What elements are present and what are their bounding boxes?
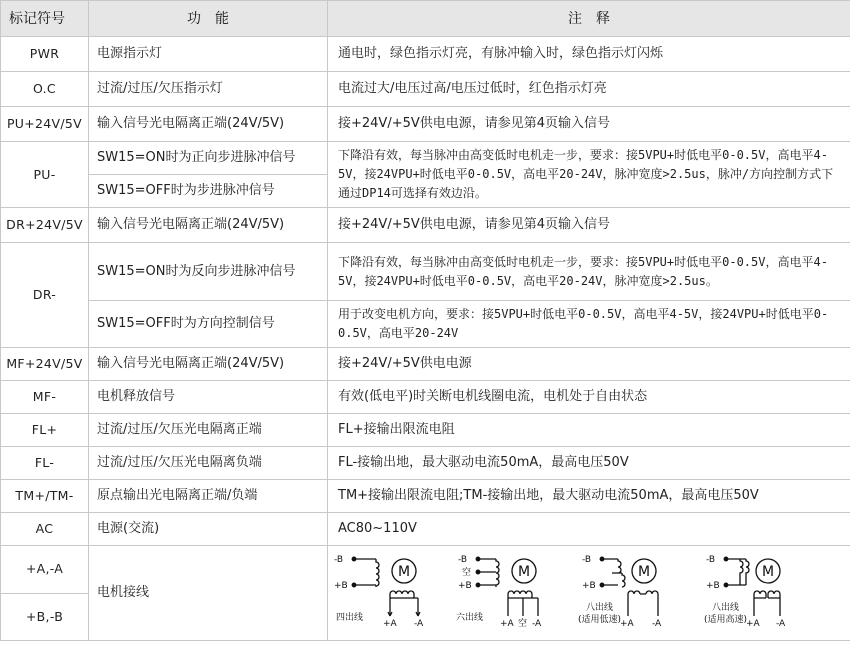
- table-row: [1, 381, 850, 414]
- header-function: 功 能: [89, 1, 328, 37]
- table-row: [1, 301, 850, 348]
- function-cell: 过流/过压/欠压光电隔离正端: [89, 414, 328, 447]
- coil-b: [354, 559, 379, 587]
- symbol-cell: +B,-B: [1, 593, 89, 641]
- label-minus-b: -B: [334, 555, 344, 565]
- note-cell: FL+接输出限流电阻: [328, 414, 850, 447]
- wiring-diagram-cell: [328, 546, 850, 641]
- label-plus-a: +A: [383, 619, 397, 629]
- table-header: [1, 1, 850, 37]
- four-wire-diagram: [334, 555, 424, 629]
- caption: (适用高速): [704, 615, 748, 625]
- caption: 四出线: [336, 613, 364, 623]
- label-minus-a: -A: [776, 619, 786, 629]
- function-cell: SW15=OFF时为步进脉冲信号: [89, 175, 328, 208]
- function-cell: 电源指示灯: [89, 37, 328, 72]
- table-row: [1, 348, 850, 381]
- function-cell: 过流/过压/欠压指示灯: [89, 72, 328, 107]
- function-cell: 过流/过压/欠压光电隔离负端: [89, 447, 328, 480]
- label-plus-a: +A: [746, 619, 760, 629]
- table-row: [1, 513, 850, 546]
- note-cell: TM+接输出限流电阻;TM-接输出地，最大驱动电流50mA，最高电压50V: [328, 480, 850, 513]
- symbol-cell: FL-: [1, 447, 89, 480]
- note-text: 用于改变电机方向，要求：接5VPU+时低电平0-0.5V，高电平4-5V，接24VPU+时低电平0-0.5V，高电平20-24V: [338, 307, 829, 340]
- header-symbol: 标记符号: [1, 1, 89, 37]
- symbol-cell: DR+24V/5V: [1, 208, 89, 243]
- table-row: [1, 208, 850, 243]
- label-plus-b: +B: [582, 581, 596, 591]
- motor-letter: M: [761, 564, 775, 580]
- caption: 六出线: [456, 613, 484, 623]
- caption: 八出线: [586, 603, 614, 613]
- function-cell: 原点输出光电隔离正端/负端: [89, 480, 328, 513]
- coil-a: [508, 591, 538, 616]
- motor-letter: M: [517, 564, 531, 580]
- function-cell: 电机接线: [89, 546, 328, 641]
- note-cell: [328, 301, 850, 348]
- caption: 八出线: [712, 603, 740, 613]
- table-row: [1, 480, 850, 513]
- label-minus-b: -B: [458, 555, 468, 565]
- label-plus-b: +B: [458, 581, 472, 591]
- six-wire-diagram: [456, 555, 542, 629]
- label-plus-a: +A: [500, 619, 514, 629]
- function-cell: 电机释放信号: [89, 381, 328, 414]
- coil-a: [754, 591, 780, 616]
- motor-letter: M: [397, 564, 411, 580]
- note-cell: 有效(低电平)时关断电机线圈电流，电机处于自由状态: [328, 381, 850, 414]
- table-row: [1, 107, 850, 142]
- table-row: [1, 414, 850, 447]
- label-minus-b: -B: [706, 555, 716, 565]
- note-cell: FL-接输出地，最大驱动电流50mA，最高电压50V: [328, 447, 850, 480]
- function-cell: 输入信号光电隔离正端(24V/5V): [89, 208, 328, 243]
- label-empty: 空: [462, 568, 472, 578]
- caption: (适用低速): [578, 615, 622, 625]
- note-cell: [328, 142, 850, 208]
- eight-wire-high-speed-diagram: [704, 555, 786, 629]
- note-cell: 接+24V/+5V供电电源，请参见第4页输入信号: [328, 208, 850, 243]
- coil-a: [628, 591, 658, 616]
- table-row: [1, 447, 850, 480]
- label-plus-b: +B: [334, 581, 348, 591]
- symbol-cell: PU+24V/5V: [1, 107, 89, 142]
- table-row: [1, 243, 850, 301]
- note-cell: [328, 243, 850, 301]
- table-row: [1, 546, 850, 594]
- symbol-cell: AC: [1, 513, 89, 546]
- note-cell: 电流过大/电压过高/电压过低时，红色指示灯亮: [328, 72, 850, 107]
- function-cell: SW15=OFF时为方向控制信号: [89, 301, 328, 348]
- label-minus-a: -A: [652, 619, 662, 629]
- symbol-cell: PWR: [1, 37, 89, 72]
- coil-b: [726, 559, 749, 585]
- coil-b: [478, 559, 499, 587]
- function-cell: 电源(交流): [89, 513, 328, 546]
- note-text: 下降沿有效，每当脉冲由高变低时电机走一步，要求：接5VPU+时低电平0-0.5V，高电平4-5V，接24VPU+时低电平0-0.5V，高电平20-24V，脉冲宽度>2.5us，脉冲/方向控制方式下通过DP14可选择有效边沿。: [338, 148, 834, 200]
- motor-wiring-diagrams: [328, 546, 850, 634]
- table-row: [1, 37, 850, 72]
- symbol-cell: MF+24V/5V: [1, 348, 89, 381]
- eight-wire-low-speed-diagram: [578, 555, 662, 629]
- table-row: [1, 142, 850, 175]
- coil-a: [390, 591, 418, 616]
- symbol-cell: DR-: [1, 243, 89, 348]
- note-cell: AC80~110V: [328, 513, 850, 546]
- note-cell: 接+24V/+5V供电电源，请参见第4页输入信号: [328, 107, 850, 142]
- symbol-cell: +A,-A: [1, 546, 89, 594]
- symbol-cell: PU-: [1, 142, 89, 208]
- function-cell: 输入信号光电隔离正端(24V/5V): [89, 107, 328, 142]
- note-text: 下降沿有效，每当脉冲由高变低时电机走一步，要求：接5VPU+时低电平0-0.5V，高电平4-5V，接24VPU+时低电平0-0.5V，高电平20-24V，脉冲宽度>2.5us。: [338, 254, 828, 288]
- note-cell: 通电时，绿色指示灯亮，有脉冲输入时，绿色指示灯闪烁: [328, 37, 850, 72]
- label-minus-a: -A: [532, 619, 542, 629]
- function-cell: 输入信号光电隔离正端(24V/5V): [89, 348, 328, 381]
- motor-letter: M: [637, 564, 651, 580]
- function-cell: SW15=ON时为正向步进脉冲信号: [89, 142, 328, 175]
- symbol-cell: MF-: [1, 381, 89, 414]
- coil-b: [602, 559, 625, 587]
- label-minus-b: -B: [582, 555, 592, 565]
- function-cell: SW15=ON时为反向步进脉冲信号: [89, 243, 328, 301]
- label-plus-b: +B: [706, 581, 720, 591]
- note-cell: 接+24V/+5V供电电源: [328, 348, 850, 381]
- symbol-cell: O.C: [1, 72, 89, 107]
- label-empty: 空: [518, 619, 528, 629]
- symbol-cell: FL+: [1, 414, 89, 447]
- label-minus-a: -A: [414, 619, 424, 629]
- table-row: [1, 72, 850, 107]
- arrow-icon: [388, 612, 420, 616]
- label-plus-a: +A: [620, 619, 634, 629]
- symbol-cell: TM+/TM-: [1, 480, 89, 513]
- header-note: 注 释: [328, 1, 850, 37]
